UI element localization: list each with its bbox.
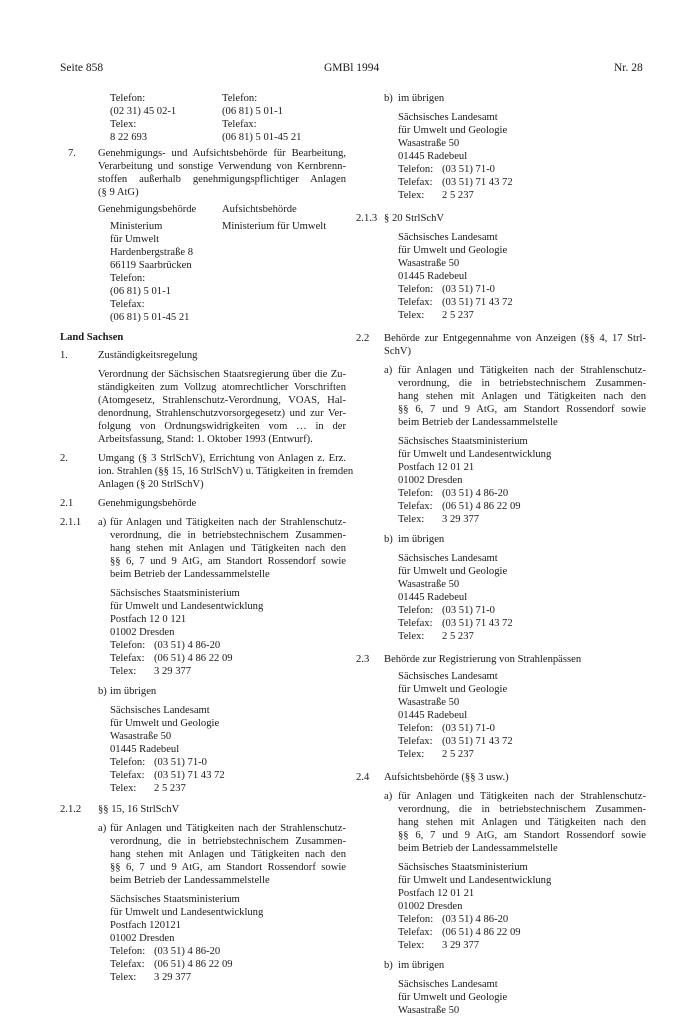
address-line: Sächsisches Landesamt — [398, 671, 498, 682]
phone-line — [110, 945, 346, 958]
item-letter: a) — [98, 823, 107, 834]
section-number: 2.1.3 — [356, 213, 378, 224]
label: Telefon: — [110, 757, 146, 768]
contact-col-a — [110, 92, 176, 144]
section-number: 7. — [68, 148, 76, 159]
text-line: §§ 6, 7 und 9 AtG, am Standort Rossendorf sowie — [398, 830, 646, 841]
text-line: hang stehen mit Anlagen und Tätigkeiten nach den — [398, 817, 646, 828]
telefax-label: Telefax: — [222, 119, 257, 130]
address-block — [398, 552, 646, 643]
section-number: 2.2 — [356, 333, 370, 344]
address-line: 01002 Dresden — [398, 475, 463, 486]
address-block — [110, 704, 346, 795]
section-1 — [60, 349, 346, 446]
text-line: Anlagen (§ 20 StrlSchV) — [98, 479, 204, 490]
value: (03 51) 71-0 — [442, 164, 495, 175]
telefon-label: Telefon: — [222, 93, 258, 104]
value: (03 51) 71-0 — [442, 723, 495, 734]
address-line: Wasastraße 50 — [398, 138, 460, 149]
text-line: verordnung, die in betriebstechnischem Zusammen- — [398, 378, 646, 389]
fax-line — [110, 958, 346, 971]
text-line: §§ 6, 7 und 9 AtG, am Standort Rossendorf sowie — [110, 862, 346, 873]
section-number: 1. — [60, 350, 68, 361]
genehmigungsbehoerde-heading: Genehmigungsbehörde — [98, 204, 197, 215]
address-line: 01445 Radebeul — [398, 710, 468, 721]
address-line: für Umwelt und Geologie — [110, 718, 220, 729]
address-line: (06 81) 5 01-1 — [110, 286, 171, 297]
section-number: 2.1 — [60, 498, 74, 509]
telex-line — [398, 630, 646, 643]
section-title: §§ 15, 16 StrlSchV — [98, 804, 180, 815]
address-line: Hardenbergstraße 8 — [110, 247, 194, 258]
section-2-1-2 — [60, 803, 346, 984]
telex-line — [398, 189, 646, 202]
state-heading: Land Sachsen — [60, 332, 124, 343]
phone-line — [398, 163, 646, 176]
phone-line — [398, 283, 646, 296]
value: 2 5 237 — [442, 631, 474, 642]
address-line: Sächsisches Landesamt — [398, 112, 498, 123]
section-7 — [60, 147, 346, 323]
address-line: Postfach 12 01 21 — [398, 888, 475, 899]
item-letter: a) — [98, 517, 107, 528]
address-block — [110, 220, 193, 324]
value: 2 5 237 — [442, 190, 474, 201]
text-line: denordnung, Strahlenschutzvorsorgegesetz) und zur Ver- — [98, 408, 346, 419]
address-line: für Umwelt und Landesentwicklung — [110, 601, 264, 612]
text-line: beim Betrieb der Landessammelstelle — [110, 875, 270, 886]
item-letter: a) — [384, 365, 393, 376]
value: (06 51) 4 86 22 09 — [154, 959, 233, 970]
value: 2 5 237 — [442, 310, 474, 321]
text-line: beim Betrieb der Landessammelstelle — [110, 569, 270, 580]
text-line: für Anlagen und Tätigkeiten nach der Strahlenschutz- — [398, 365, 646, 376]
text-line: Behörde zur Entgegennahme von Anzeigen (§§ 4, 17 Strl- — [384, 333, 646, 344]
phone-line — [110, 756, 346, 769]
value: (03 51) 4 86-20 — [442, 914, 509, 925]
label: Telefax: — [398, 297, 433, 308]
section-number: 2. — [60, 453, 68, 464]
label: Telex: — [398, 940, 425, 951]
label: Telex: — [110, 666, 137, 677]
phone-line — [398, 722, 646, 735]
contact-col-b — [222, 92, 301, 144]
value: (03 51) 71 43 72 — [442, 177, 513, 188]
address-line: Sächsisches Staatsministerium — [398, 436, 528, 447]
text-line: hang stehen mit Anlagen und Tätigkeiten nach den — [110, 849, 346, 860]
label: Telex: — [110, 783, 137, 794]
fax-line — [398, 296, 646, 309]
section-2-4 — [356, 771, 646, 1017]
fax-line — [110, 769, 346, 782]
telex-line — [398, 513, 646, 526]
address-line: für Umwelt und Landesentwicklung — [110, 907, 264, 918]
telefon-label: Telefon: — [110, 93, 146, 104]
label: Telefon: — [398, 284, 434, 295]
text-line: beim Betrieb der Landessammelstelle — [398, 417, 558, 428]
address-line: 01445 Radebeul — [110, 744, 180, 755]
issue-number: Nr. 28 — [614, 62, 643, 74]
text-line: beim Betrieb der Landessammelstelle — [398, 843, 558, 854]
value: (03 51) 71 43 72 — [442, 618, 513, 629]
address-line: Sächsisches Landesamt — [398, 232, 498, 243]
block-b-top — [356, 92, 646, 202]
section-2-1-3 — [356, 212, 646, 322]
item-title: im übrigen — [398, 93, 445, 104]
label: Telefon: — [398, 164, 434, 175]
address-block — [398, 231, 646, 322]
text-line: Genehmigungs- und Aufsichtsbehörde für Bearbeitung, — [98, 148, 346, 159]
address-block — [398, 111, 646, 202]
phone-line — [110, 639, 346, 652]
address-line: für Umwelt — [110, 234, 160, 245]
right-column — [356, 92, 646, 1017]
address-line: Postfach 120121 — [110, 920, 181, 931]
text-line: §§ 6, 7 und 9 AtG, am Standort Rossendorf sowie — [110, 556, 346, 567]
label: Telefon: — [398, 723, 434, 734]
value: (03 51) 71 43 72 — [442, 297, 513, 308]
phone-line — [398, 604, 646, 617]
address-line: 01002 Dresden — [110, 627, 175, 638]
telex-line — [110, 971, 346, 984]
value: (03 51) 4 86-20 — [154, 640, 221, 651]
address-line: 01445 Radebeul — [398, 592, 468, 603]
address-line: für Umwelt und Geologie — [398, 245, 508, 256]
telex-label: Telex: — [110, 119, 137, 130]
address-line: 66119 Saarbrücken — [110, 260, 192, 271]
address-block: Ministerium für Umwelt — [222, 221, 327, 232]
item-letter: b) — [384, 534, 393, 545]
address-block — [398, 670, 646, 761]
text-line: stoffen außerhalb genehmigungspflichtiger Anlagen — [98, 174, 346, 185]
value: (06 51) 4 86 22 09 — [442, 927, 521, 938]
label: Telefon: — [110, 640, 146, 651]
address-line: Wasastraße 50 — [398, 579, 460, 590]
journal-issue: GMBl 1994 — [324, 62, 380, 74]
address-line: Sächsisches Staatsministerium — [110, 894, 240, 905]
text-line: verordnung, die in betriebstechnischem Zusammen- — [110, 836, 346, 847]
telefax-value: (06 81) 5 01-45 21 — [222, 132, 302, 143]
section-title: Aufsichtsbehörde (§§ 3 usw.) — [384, 772, 509, 783]
address-line: Telefon: — [110, 273, 146, 284]
address-line: Sächsisches Landesamt — [110, 705, 210, 716]
text-line: hang stehen mit Anlagen und Tätigkeiten nach den — [110, 543, 346, 554]
section-number: 2.4 — [356, 772, 370, 783]
label: Telefon: — [110, 946, 146, 957]
section-number: 2.3 — [356, 654, 370, 665]
fax-line — [398, 926, 646, 939]
label: Telefax: — [398, 177, 433, 188]
phone-line — [398, 913, 646, 926]
telex-line — [398, 309, 646, 322]
value: (03 51) 71-0 — [442, 605, 495, 616]
address-line: Postfach 12 0 121 — [110, 614, 187, 625]
fax-line — [398, 617, 646, 630]
text-line: Umgang (§ 3 StrlSchV), Errichtung von Anlagen z. Erz. — [98, 453, 346, 464]
label: Telex: — [110, 972, 137, 983]
label: Telefax: — [398, 736, 433, 747]
address-block — [398, 435, 646, 526]
telex-line — [398, 939, 646, 952]
section-2 — [60, 452, 354, 491]
address-line: (06 81) 5 01-45 21 — [110, 312, 190, 323]
text-line: ständigkeiten zum Vollzug atomrechtlicher Vorschriften — [98, 382, 346, 393]
address-line: 01445 Radebeul — [398, 151, 468, 162]
section-number: 2.1.2 — [60, 804, 82, 815]
value: 3 29 377 — [442, 940, 480, 951]
telex-line — [110, 782, 346, 795]
text-line: (§ 9 AtG) — [98, 187, 139, 198]
address-line: für Umwelt und Geologie — [398, 684, 508, 695]
address-line: für Umwelt und Geologie — [398, 992, 508, 1003]
aufsichtsbehoerde-heading: Aufsichtsbehörde — [222, 204, 297, 215]
address-line: Wasastraße 50 — [110, 731, 172, 742]
address-line: für Umwelt und Geologie — [398, 125, 508, 136]
text-line: Arbeitsfassung, Stand: 1. Oktober 1993 (Entwurf). — [98, 434, 313, 445]
phone-line — [398, 487, 646, 500]
telex-value: 8 22 693 — [110, 132, 148, 143]
text-line: verordnung, die in betriebstechnischem Zusammen- — [398, 804, 646, 815]
address-line: für Umwelt und Landesentwicklung — [398, 875, 552, 886]
value: (03 51) 4 86-20 — [154, 946, 221, 957]
item-title: im übrigen — [398, 534, 445, 545]
address-line: für Umwelt und Geologie — [398, 566, 508, 577]
address-line: Ministerium — [110, 221, 163, 232]
address-line: Sächsisches Landesamt — [398, 553, 498, 564]
telex-line — [398, 748, 646, 761]
text-line: Verarbeitung und sonstige Verwendung von Kernbrenn- — [98, 161, 346, 172]
section-title: Zuständigkeitsregelung — [98, 350, 198, 361]
address-line: Wasastraße 50 — [398, 697, 460, 708]
address-line: Wasastraße 50 — [398, 1005, 460, 1016]
label: Telefon: — [398, 605, 434, 616]
address-line: Sächsisches Landesamt — [398, 979, 498, 990]
fax-line — [398, 500, 646, 513]
value: (03 51) 4 86-20 — [442, 488, 509, 499]
value: (03 51) 71-0 — [154, 757, 207, 768]
section-title: Behörde zur Registrierung von Strahlenpässen — [384, 654, 582, 665]
item-letter: b) — [384, 960, 393, 971]
label: Telefax: — [398, 618, 433, 629]
section-2-2 — [356, 332, 646, 643]
label: Telex: — [398, 190, 425, 201]
text-line: für Anlagen und Tätigkeiten nach der Strahlenschutz- — [110, 517, 346, 528]
telefon-value: (02 31) 45 02-1 — [110, 106, 177, 117]
address-line: Telefax: — [110, 299, 145, 310]
value: (06 51) 4 86 22 09 — [442, 501, 521, 512]
text-line: für Anlagen und Tätigkeiten nach der Strahlenschutz- — [398, 791, 646, 802]
text-line: verordnung, die in betriebstechnischem Zusammen- — [110, 530, 346, 541]
section-2-3 — [356, 653, 646, 761]
item-title: im übrigen — [110, 686, 157, 697]
text-line: hang stehen mit Anlagen und Tätigkeiten nach den — [398, 391, 646, 402]
address-block — [398, 861, 646, 952]
page-number: Seite 858 — [60, 62, 104, 74]
value: 3 29 377 — [442, 514, 480, 525]
fax-line — [110, 652, 346, 665]
address-block — [110, 587, 346, 678]
item-letter: a) — [384, 791, 393, 802]
label: Telex: — [398, 631, 425, 642]
contact-block-top — [60, 92, 346, 143]
telefon-value: (06 81) 5 01-1 — [222, 106, 283, 117]
text-line: für Anlagen und Tätigkeiten nach der Strahlenschutz- — [110, 823, 346, 834]
label: Telefax: — [110, 653, 145, 664]
value: (03 51) 71 43 72 — [442, 736, 513, 747]
item-letter: b) — [384, 93, 393, 104]
address-line: 01445 Radebeul — [398, 271, 468, 282]
section-2-1 — [60, 497, 346, 510]
fax-line — [398, 176, 646, 189]
address-block — [110, 893, 346, 984]
address-block — [398, 978, 646, 1017]
section-title: § 20 StrlSchV — [384, 213, 445, 224]
value: (03 51) 71 43 72 — [154, 770, 225, 781]
label: Telefon: — [398, 488, 434, 499]
value: 3 29 377 — [154, 972, 192, 983]
section-2-1-1 — [60, 516, 346, 795]
label: Telex: — [398, 749, 425, 760]
value: (03 51) 71-0 — [442, 284, 495, 295]
value: 2 5 237 — [442, 749, 474, 760]
address-line: 01002 Dresden — [398, 901, 463, 912]
text-line: Verordnung der Sächsischen Staatsregierung über die Zu- — [98, 369, 346, 380]
label: Telex: — [398, 310, 425, 321]
text-line: §§ 6, 7 und 9 AtG, am Standort Rossendorf sowie — [398, 404, 646, 415]
address-line: Postfach 12 01 21 — [398, 462, 475, 473]
label: Telefon: — [398, 914, 434, 925]
label: Telefax: — [110, 770, 145, 781]
item-title: im übrigen — [398, 960, 445, 971]
text-line: SchV) — [384, 346, 412, 357]
value: 2 5 237 — [154, 783, 186, 794]
item-letter: b) — [98, 686, 107, 697]
telex-line — [110, 665, 346, 678]
fax-line — [398, 735, 646, 748]
text-line: ion. Strahlen (§§ 15, 16 StrlSchV) u. Tätigkeiten in fremden — [98, 466, 354, 477]
label: Telefax: — [398, 501, 433, 512]
label: Telefax: — [398, 927, 433, 938]
label: Telefax: — [110, 959, 145, 970]
left-column — [60, 92, 354, 984]
text-line: folgung von Ordnungswidrigkeiten vom … in der — [98, 421, 346, 432]
value: 3 29 377 — [154, 666, 192, 677]
section-number: 2.1.1 — [60, 517, 82, 528]
address-line: Sächsisches Staatsministerium — [110, 588, 240, 599]
value: (06 51) 4 86 22 09 — [154, 653, 233, 664]
section-title: Genehmigungsbehörde — [98, 498, 197, 509]
address-line: Sächsisches Staatsministerium — [398, 862, 528, 873]
address-line: für Umwelt und Landesentwicklung — [398, 449, 552, 460]
label: Telex: — [398, 514, 425, 525]
address-line: Wasastraße 50 — [398, 258, 460, 269]
address-line: 01002 Dresden — [110, 933, 175, 944]
authority-table — [98, 203, 346, 323]
text-line: (Atomgesetz, Strahlenschutz-Verordnung, VOAS, Hal- — [98, 395, 346, 406]
